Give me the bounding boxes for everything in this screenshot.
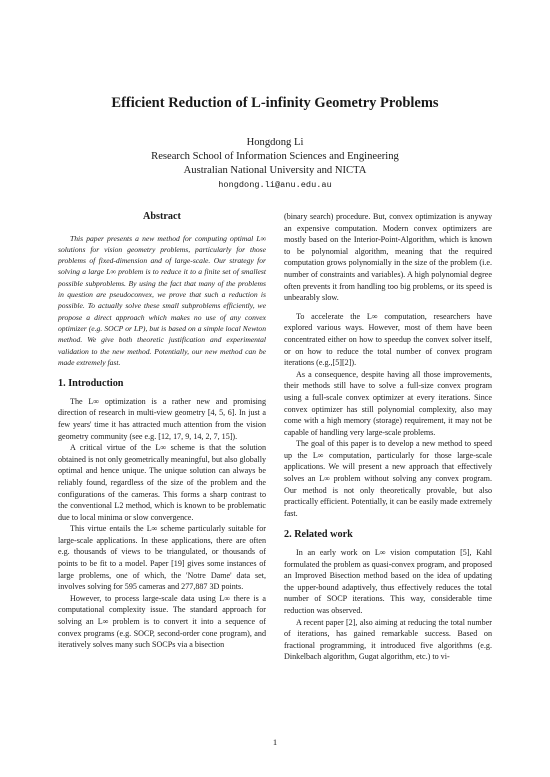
section-heading-introduction: 1. Introduction — [58, 378, 124, 390]
related-paragraph-1: In an early work on L∞ vision computation [5], Kahl formulated the problem as quasi-convex program, and proposed an Improved Bisection method based on the idea of updating the upper-bound adaptively, thus effectively reduces the total number of SOCP iterations. This way, considerable time reduction was observed. — [284, 548, 492, 615]
author-affiliation-1: Research School of Information Sciences and Engineering — [151, 151, 399, 162]
intro-paragraph-1: The L∞ optimization is a rather new and promising direction of research in multi-view geometry [4, 5, 6]. In just a few years' time it has attracted much attention from the vision geometry community (see e.g. [12, 17, 9, 14, 2, 7, 15]). — [58, 396, 266, 441]
abstract-heading: Abstract — [143, 211, 181, 222]
abstract — [58, 233, 266, 369]
author-affiliation-2: Australian National University and NICTA — [183, 165, 367, 176]
right-paragraph-4: The goal of this paper is to develop a new method to speed up the L∞ computation, particularly for those large-scale applications. We will present a new approach that effectively solves an L∞ problem without solving any convex program. Our method is not only theoretically provable, but also practically efficient. Potentially, it can be easily made extremely fast. — [284, 439, 492, 518]
abstract-text: This paper presents a new method for computing optimal L∞ solutions for vision geometry problems, particularly for those problems of fixed-dimension and of large-scale. Our strategy for solving a large L∞ problem is to reduce it to a finite set of smallest possible subproblems. By using the fact that many of the problems in question are pseudoconvex, we prove that such a reduction is possible. To actually solve these small subproblems efficiently, we propose a direct approach which makes no use of any convex optimizer (e.g. SOCP or LP), but is based on a simple local Newton method. We give both theoretic justification and experimental validation to the new method. Potentially, our new method can be made extremely fast. — [58, 233, 266, 367]
intro-paragraph-4: However, to process large-scale data using L∞ there is a computational complexity issue. The standard approach for solving an L∞ problem is to convert it into a sequence of convex programs (e.g. SOCP, second-order cone program), and iteratively solves many such SOCPs via a bisection — [58, 593, 266, 650]
related-paragraph-2: A recent paper [2], also aiming at reducing the total number of iterations, has gained remarkable success. Based on fractional programming, it introduced five algorithms (e.g. Dinkelbach algorithm, Gugat algorithm, etc.) to vi- — [284, 617, 492, 662]
right-paragraph-3: As a consequence, despite having all those improvements, their methods still have to solve a full-size convex program using a full-scale convex optimizer at every iterations. Since convex optimizer has still polynomial complexity, also may come with a high memory (storage) requirement, it may not be capable of handling very large-scale problems. — [284, 369, 492, 437]
author-email: hongdong.li@anu.edu.au — [218, 180, 332, 190]
intro-paragraph-2: A critical virtue of the L∞ scheme is that the solution obtained is not only geometrically meaningful, but also globally optimal and hence unique. The unique solution can always be reliably found, regardless of the size of the problem and the configurations of the cameras. This forms a sharp contrast to the conventional L2 method, which is known to be problematic due to local minima or slow convergence. — [58, 443, 266, 522]
author-name: Hongdong Li — [246, 137, 304, 148]
author-block — [0, 136, 550, 192]
page-number: 1 — [272, 737, 278, 747]
left-column — [58, 211, 266, 651]
section-heading-related-work: 2. Related work — [284, 529, 353, 541]
right-paragraph-1: (binary search) procedure. But, convex optimization is anyway an expensive computation. Modern convex optimizers are mostly based on the Interior-Point-Algorithm, which is known to be polynomial algorithm, meaning that the required computation grows polynomially in the size of the problem (i.e. number of constraints and variables). A high polynomial degree often prevents it from handling too big problems, or its speed is unbearably slow. — [284, 212, 492, 303]
paper-title: Efficient Reduction of L-infinity Geometry Problems — [111, 95, 439, 111]
right-column — [284, 211, 492, 663]
right-paragraph-2: To accelerate the L∞ computation, researchers have explored various ways. However, most of them have been concentrated either on how to speedup the convex solver itself, or on how to reduce the total number of convex program iterations (e.g.,[5][2]). — [284, 311, 492, 368]
intro-paragraph-3: This virtue entails the L∞ scheme particularly suitable for large-scale applications. In these applications, there are often e.g. thousands of views to be triangulated, or thousands of points to be fit to a model. Paper [19] gives some instances of large problems, one of which, the 'Notre Dame' data set, involves solving for 595 cameras and 277,887 3D points. — [58, 524, 266, 592]
